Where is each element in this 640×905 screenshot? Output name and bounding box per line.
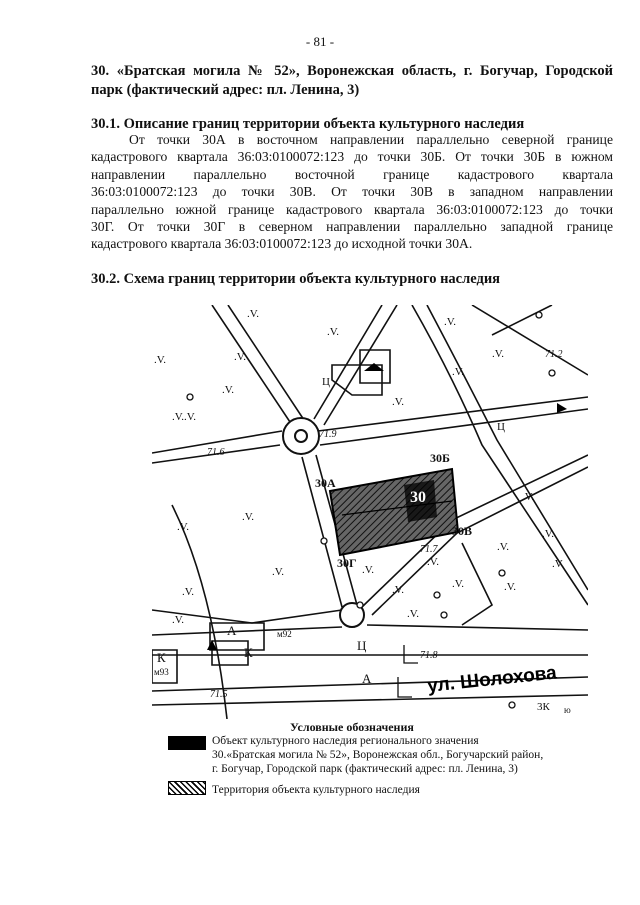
svg-text:.V.: .V. [492, 348, 505, 360]
page-number: - 81 - [305, 34, 335, 49]
svg-text:.V.: .V. [154, 354, 167, 366]
map-small-label: м93 [154, 667, 169, 677]
section-32-title: 30.2. Схема границ территории объекта культурного наследия [91, 271, 501, 287]
street-label: ул. Шолохова [426, 662, 558, 697]
elevation-label: 71.8 [420, 650, 438, 661]
svg-text:.V.: .V. [542, 528, 555, 540]
elevation-label: 71.6 [207, 447, 225, 458]
heading-line-1: 30. «Братская могила № 52», Воронежская область, г. Богучар, Городской [91, 63, 613, 79]
svg-text:.V.: .V. [184, 411, 197, 423]
svg-text:.V.: .V. [552, 558, 565, 570]
svg-text:.V.: .V. [392, 584, 405, 596]
svg-text:.V.: .V. [427, 556, 440, 568]
object-number-label: 30 [410, 489, 426, 506]
svg-text:.V.: .V. [172, 411, 185, 423]
paragraph-line: кадастрового квартала 36:03:0100072:123 до точки 30Б. От точки 30Б в южном [91, 149, 613, 165]
svg-text:.V.: .V. [234, 351, 247, 363]
svg-text:.V.: .V. [444, 316, 457, 328]
legend-object-text: г. Богучар, Городской парк (фактический адрес: пл. Ленина, 3) [212, 763, 518, 775]
svg-text:.V.: .V. [242, 511, 255, 523]
paragraph-line: От точки 30А в восточном направлении параллельно северной границе [129, 132, 613, 147]
elevation-label: 71.7 [420, 544, 438, 555]
point-label-30a: 30А [315, 476, 336, 490]
svg-text:.V.: .V. [327, 326, 340, 338]
map-letter: Ц [497, 421, 505, 433]
paragraph-line: 30Г. От точки 30Г в северном направлении параллельно западной границе [91, 219, 613, 235]
paragraph-line: 36:03:0100072:123 до точки 30В. От точки 30В в западном направлении [91, 184, 613, 200]
map-letter: К [244, 645, 253, 660]
point-label-30v: 30В [452, 524, 473, 538]
svg-text:.V.: .V. [504, 581, 517, 593]
svg-text:.V.: .V. [177, 521, 190, 533]
map-letter: Ц [357, 638, 367, 653]
svg-text:.V.: .V. [247, 308, 260, 320]
svg-text:.V.: .V. [452, 366, 465, 378]
svg-text:.V.: .V. [407, 608, 420, 620]
map-letter: К [157, 650, 166, 665]
heading-line-2: парк (фактический адрес: пл. Ленина, 3) [91, 82, 360, 98]
map-letter: 3К [537, 701, 550, 713]
svg-text:.V.: .V. [497, 541, 510, 553]
paragraph-line: направлении параллельно восточной границе кадастрового квартала [91, 166, 613, 182]
legend-object-text: Объект культурного наследия регионального значения [212, 735, 479, 747]
elevation-label: 71.9 [319, 429, 337, 440]
svg-text:.V.: .V. [182, 586, 195, 598]
paragraph-line: параллельно южной границе кадастрового квартала 36:03:0100072:123 до точки [91, 201, 613, 217]
svg-text:.V.: .V. [272, 566, 285, 578]
map-letter: А [362, 671, 372, 686]
map-letter: А [227, 623, 237, 638]
legend-title: Условные обозначения [290, 720, 414, 734]
svg-text:.V.: .V. [452, 578, 465, 590]
legend-object-text: 30.«Братская могила № 52», Воронежская обл., Богучарский район, [212, 749, 544, 761]
paragraph-line: кадастрового квартала 36:03:0100072:123 до исходной точки 30А. [91, 236, 473, 252]
legend-territory-swatch [168, 781, 206, 795]
document-heading [91, 62, 613, 100]
svg-text:.V.: .V. [172, 614, 185, 626]
svg-text:.V.: .V. [392, 396, 405, 408]
svg-text:.V.: .V. [362, 564, 375, 576]
svg-text:.V.: .V. [522, 491, 535, 503]
point-label-30g: 30Г [337, 556, 357, 570]
boundary-map [152, 305, 588, 719]
section-31-title: 30.1. Описание границ территории объекта культурного наследия [91, 116, 525, 132]
svg-text:.V.: .V. [222, 384, 235, 396]
map-small-label: м92 [277, 629, 292, 639]
map-small-label: ю [564, 705, 571, 715]
elevation-label: 71.2 [545, 349, 563, 360]
boundary-description [91, 131, 613, 253]
legend-object-swatch [168, 736, 206, 750]
elevation-label: 71.5 [210, 689, 228, 700]
map-letter: Ц [322, 376, 330, 388]
legend-territory-text: Территория объекта культурного наследия [212, 784, 420, 796]
roundabout [283, 418, 319, 454]
point-label-30b: 30Б [430, 451, 450, 465]
